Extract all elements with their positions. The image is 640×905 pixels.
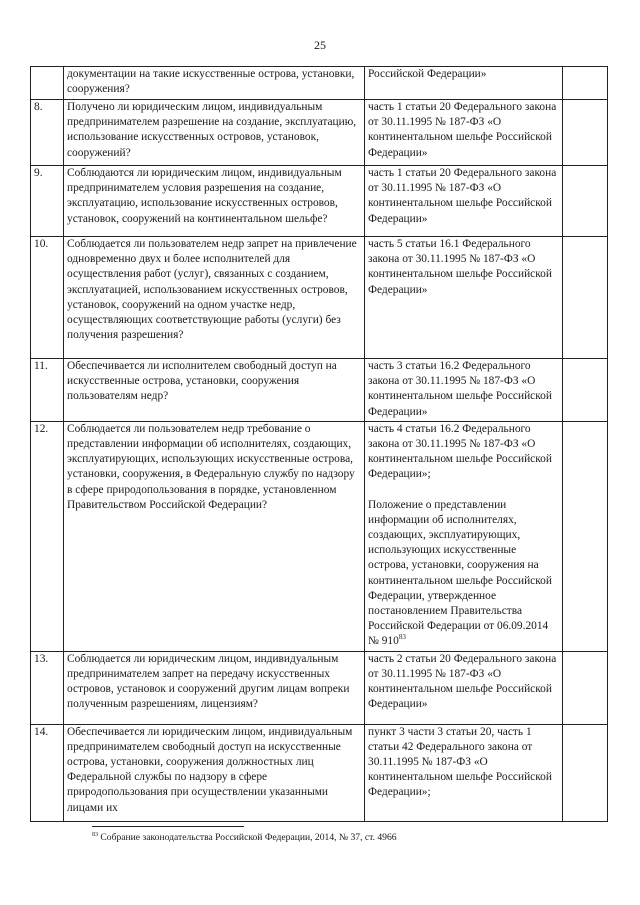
row-number: 8.	[31, 100, 64, 166]
answer-cell	[563, 67, 608, 100]
table-row	[31, 651, 608, 724]
legal-reference	[365, 166, 563, 237]
table-row	[31, 67, 608, 100]
reference-text	[368, 422, 559, 483]
reference-text-content: часть 3 статьи 16.2 Федерального закона от 30.11.1995 № 187-ФЗ «О континентальном шельфе Российской Федерации»	[368, 360, 552, 418]
footnote-reference-marker: 83	[398, 633, 406, 642]
legal-reference	[365, 237, 563, 359]
reference-text-content: Российской Федерации»	[368, 68, 487, 80]
requirement-question: Обеспечивается ли юридическим лицом, индивидуальным предпринимателем свободный доступ на искусственные острова, установки, сооружения должностных лиц Федеральной службы по надзору в сфере природопользования при осуществлении указанными лицами их	[64, 724, 365, 821]
answer-cell	[563, 359, 608, 422]
row-number: 9.	[31, 166, 64, 237]
answer-cell	[563, 166, 608, 237]
reference-text	[368, 725, 559, 801]
answer-cell	[563, 421, 608, 651]
requirement-question: Соблюдаются ли юридическим лицом, индивидуальным предпринимателем условия разрешения на создание, эксплуатацию, использование искусственных островов, установок, сооружений на континентальном шельфе?	[64, 166, 365, 237]
legal-reference	[365, 651, 563, 724]
row-number: 10.	[31, 237, 64, 359]
reference-text-content: пункт 3 части 3 статьи 20, часть 1 статьи 42 Федерального закона от 30.11.1995 № 187-ФЗ «О континентальном шельфе Российской Федерации»;	[368, 725, 552, 799]
reference-text-content: Положение о представлении информации об исполнителях, создающих, эксплуатирующих, использующих искусственные острова, установки, сооружения на континентальном шельфе Российской Федерации, утвержденное постановлением Правительства Российской Федерации от 06.09.2014 № 910	[368, 498, 552, 648]
requirement-question: документации на такие искусственные острова, установки, сооружения?	[64, 67, 365, 100]
footnote-marker: 83	[92, 831, 98, 838]
table-row	[31, 421, 608, 651]
answer-cell	[563, 651, 608, 724]
legal-reference	[365, 100, 563, 166]
table-row	[31, 359, 608, 422]
footnote-separator	[92, 826, 244, 827]
reference-text	[368, 498, 559, 650]
requirement-question: Соблюдается ли юридическим лицом, индивидуальным предпринимателем запрет на передачу искусственных островов, установок и сооружений другим лицам вопреки полученным разрешениям, лицензиям?	[64, 651, 365, 724]
reference-text	[368, 166, 559, 227]
reference-text	[368, 652, 559, 713]
legal-reference	[365, 67, 563, 100]
footnote	[92, 832, 397, 844]
table-row	[31, 724, 608, 821]
requirement-question: Соблюдается ли пользователем недр запрет на привлечение одновременно двух и более исполнителей для осуществления работ (услуг), связанных с созданием, эксплуатацией, использованием искусственных островов, установок, сооружений на одном участке недр, осуществляющих соответствующие работы (услуги) без получения разрешения?	[64, 237, 365, 359]
reference-text-content: часть 1 статьи 20 Федерального закона от 30.11.1995 № 187-ФЗ «О континентальном шельфе Российской Федерации»	[368, 101, 557, 159]
footnote-text: Собрание законодательства Российской Федерации, 2014, № 37, ст. 4966	[100, 832, 397, 843]
legal-reference	[365, 359, 563, 422]
answer-cell	[563, 724, 608, 821]
reference-gap	[368, 483, 559, 498]
row-number: 13.	[31, 651, 64, 724]
legal-reference	[365, 421, 563, 651]
reference-text	[368, 359, 559, 420]
row-number: 12.	[31, 421, 64, 651]
reference-text-content: часть 5 статьи 16.1 Федерального закона от 30.11.1995 № 187-ФЗ «О континентальном шельфе Российской Федерации»	[368, 238, 552, 296]
legal-reference	[365, 724, 563, 821]
reference-text-content: часть 4 статьи 16.2 Федерального закона от 30.11.1995 № 187-ФЗ «О континентальном шельфе Российской Федерации»;	[368, 422, 552, 481]
table-row	[31, 166, 608, 237]
row-number: 11.	[31, 359, 64, 422]
table-row	[31, 237, 608, 359]
requirement-question: Обеспечивается ли исполнителем свободный доступ на искусственные острова, установки, сооружения пользователям недр?	[64, 359, 365, 422]
reference-text-content: часть 2 статьи 20 Федерального закона от 30.11.1995 № 187-ФЗ «О континентальном шельфе Российской Федерации»	[368, 652, 557, 711]
reference-text	[368, 100, 559, 161]
reference-text	[368, 237, 559, 298]
requirement-question: Соблюдается ли пользователем недр требование о представлении информации об исполнителях, создающих, эксплуатирующих, использующих искусственные острова, установки, сооружения, в Федеральную службу по надзору в сфере природопользования в порядке, установленном Правительством Российской Федерации?	[64, 421, 365, 651]
row-number: 14.	[31, 724, 64, 821]
requirement-question: Получено ли юридическим лицом, индивидуальным предпринимателем разрешение на создание, эксплуатацию, использование искусственных островов, установок, сооружений?	[64, 100, 365, 166]
answer-cell	[563, 100, 608, 166]
answer-cell	[563, 237, 608, 359]
row-number	[31, 67, 64, 100]
page-number: 25	[314, 38, 326, 52]
table-row	[31, 100, 608, 166]
checklist-table	[30, 66, 608, 822]
reference-text	[368, 67, 559, 82]
reference-text-content: часть 1 статьи 20 Федерального закона от 30.11.1995 № 187-ФЗ «О континентальном шельфе Российской Федерации»	[368, 167, 557, 225]
